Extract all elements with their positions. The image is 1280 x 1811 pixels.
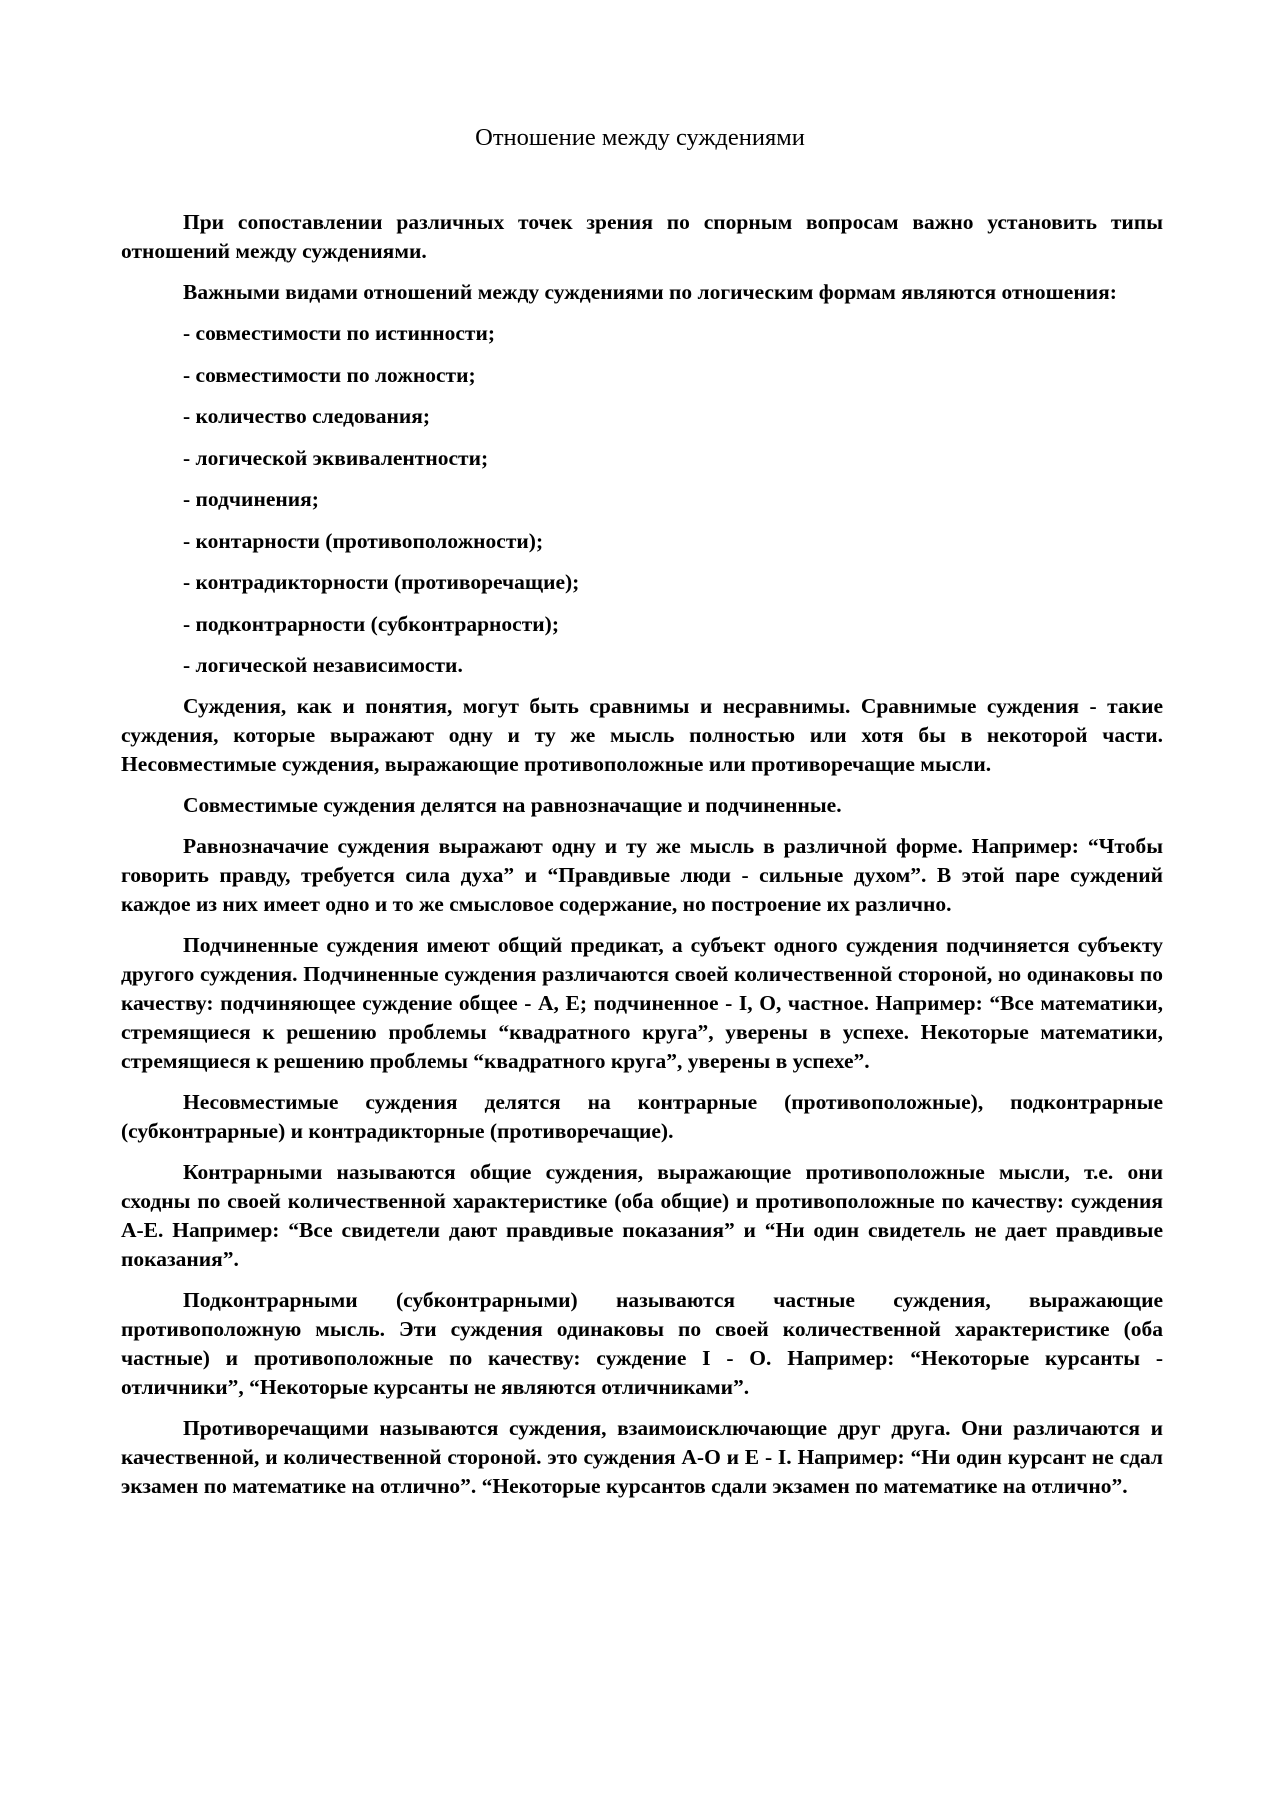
paragraph-intro-1: При сопоставлении различных точек зрения по спорным вопросам важно установить типы отношений между суждениями.: [121, 210, 1163, 263]
relation-list: [121, 319, 1163, 680]
paragraph-comparable-judgments: Суждения, как и понятия, могут быть сравнимы и несравнимы. Сравнимые суждения - такие суждения, которые выражают одну и ту же мысль полностью или хотя бы в некоторой части. Несовместимые суждения, выражающие противоположные или противоречащие мысли.: [121, 694, 1163, 776]
paragraph-contradictory-judgments: Противоречащими называются суждения, взаимоисключающие друг друга. Они различаются и качественной, и количественной стороной. это суждения А-О и Е - I. Например: “Ни один курсант не сдал экзамен по математике на отлично”. “Некоторые курсантов сдали экзамен по математике на отлично”.: [121, 1416, 1163, 1498]
document-body: [121, 208, 1163, 1513]
list-item: - контрадикторности (противоречащие);: [183, 570, 580, 594]
paragraph-equivalent-judgments: Равнозначачие суждения выражают одну и ту же мысль в различной форме. Например: “Чтобы говорить правду, требуется сила духа” и “Правдивые люди - сильные духом”. В этой паре суждений каждое из них имеет одно и то же смысловое содержание, но построение их различно.: [121, 834, 1163, 916]
paragraph-incompatible-judgments: Несовместимые суждения делятся на контрарные (противоположные), подконтрарные (субконтрарные) и контрадикторные (противоречащие).: [121, 1090, 1163, 1143]
list-item: - совместимости по истинности;: [183, 321, 496, 345]
list-item: - логической независимости.: [183, 653, 463, 677]
paragraph-contrary-judgments: Контрарными называются общие суждения, выражающие противоположные мысли, т.е. они сходны по своей количественной характеристике (оба общие) и противоположные по качеству: суждения А-Е. Например: “Все свидетели дают правдивые показания” и “Ни один свидетель не дает правдивые показания”.: [121, 1160, 1163, 1271]
paragraph-subordinate-judgments: Подчиненные суждения имеют общий предикат, а субъект одного суждения подчиняется субъекту другого суждения. Подчиненные суждения различаются своей количественной стороной, но одинаковы по качеству: подчиняющее суждение общее - А, Е; подчиненное - I, О, частное. Например: “Все математики, стремящиеся к решению проблемы “квадратного круга”, уверены в успехе. Некоторые математики, стремящиеся к решению проблемы “квадратного круга”, уверены в успехе”.: [121, 933, 1163, 1073]
list-item: - контарности (противоположности);: [183, 528, 544, 553]
list-item: - подчинения;: [183, 487, 319, 511]
list-item: - подконтрарности (субконтрарности);: [183, 611, 559, 636]
paragraph-subcontrary-judgments: Подконтрарными (субконтрарными) называются частные суждения, выражающие противоположную мысль. Эти суждения одинаковы по своей количественной характеристике (оба частные) и противоположные по качеству: суждение I - O. Например: “Некоторые курсанты - отличники”, “Некоторые курсанты не являются отличниками”.: [121, 1288, 1163, 1399]
page-title: Отношение между суждениями: [475, 124, 805, 151]
list-item: - логической эквивалентности;: [183, 445, 489, 470]
list-item: - количество следования;: [183, 404, 431, 428]
list-item: - совместимости по ложности;: [183, 362, 476, 387]
paragraph-compatible-judgments: Совместимые суждения делятся на равнозначащие и подчиненные.: [183, 793, 842, 817]
paragraph-intro-2: Важными видами отношений между суждениями по логическим формам являются отношения:: [183, 280, 1117, 304]
